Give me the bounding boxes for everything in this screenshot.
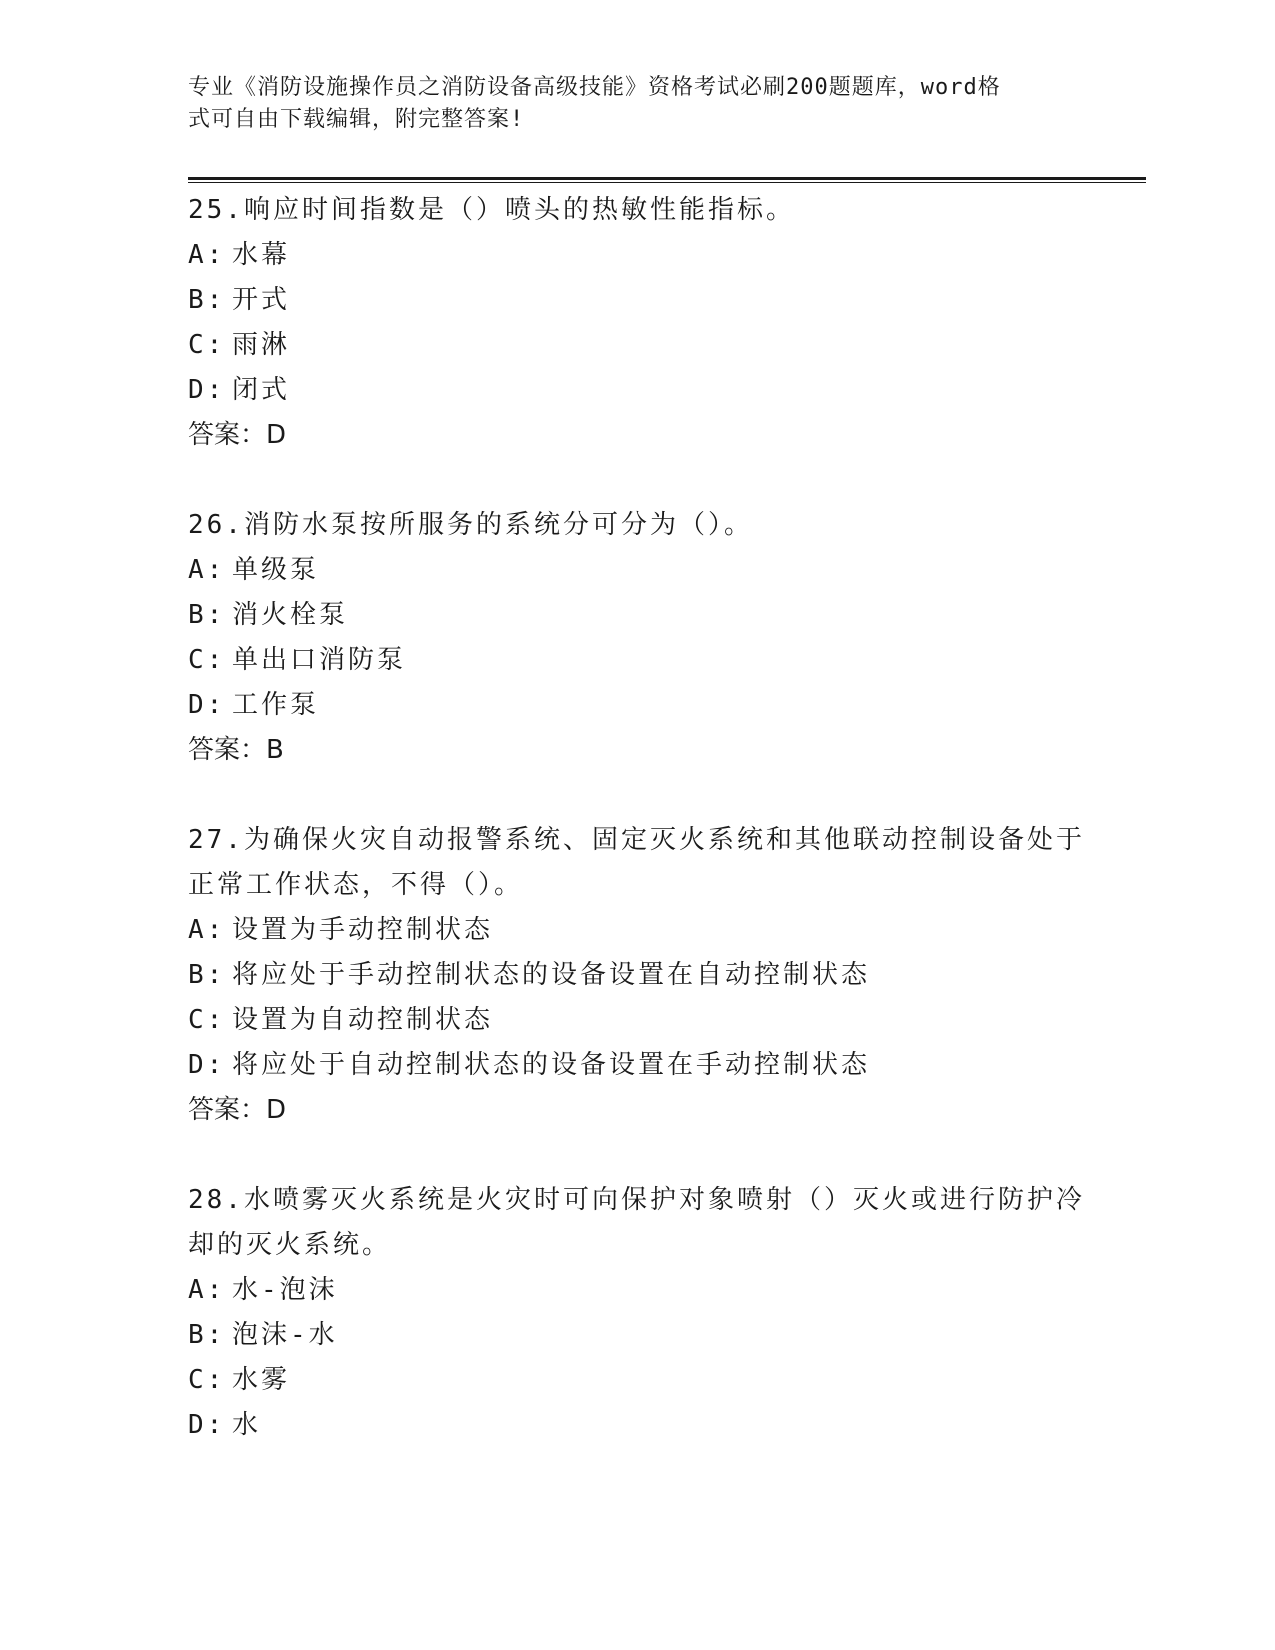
question-25 [188, 188, 1088, 458]
option-a [188, 908, 1088, 953]
option-d [188, 1043, 1088, 1088]
option-letter: A: [188, 555, 226, 585]
option-c [188, 1358, 1088, 1403]
question-stem: 28.水喷雾灭火系统是火灾时可向保护对象喷射（）灭火或进行防护冷却的灭火系统。 [188, 1185, 1085, 1260]
option-b [188, 1313, 1088, 1358]
answer-line: 答案：D [188, 420, 287, 450]
header-line-1: 专业《消防设施操作员之消防设备高级技能》资格考试必刷200题题库，word格 [188, 75, 1001, 100]
option-letter: D: [188, 1050, 226, 1080]
option-d [188, 1403, 1088, 1448]
question-27 [188, 818, 1088, 1133]
question-28 [188, 1178, 1088, 1448]
option-letter: C: [188, 1005, 226, 1035]
option-b [188, 953, 1088, 998]
option-a [188, 1268, 1088, 1313]
header-rule-thin [188, 182, 1146, 183]
option-text: 雨淋 [232, 330, 291, 360]
question-26 [188, 503, 1088, 773]
header-rule-thick [188, 177, 1146, 180]
option-letter: B: [188, 960, 226, 990]
question-list [188, 188, 1088, 1493]
option-letter: A: [188, 240, 226, 270]
option-letter: B: [188, 1320, 226, 1350]
option-b [188, 278, 1088, 323]
option-text: 水-泡沫 [232, 1275, 338, 1305]
option-c [188, 998, 1088, 1043]
option-letter: C: [188, 1365, 226, 1395]
answer-line: 答案：D [188, 1095, 287, 1125]
option-d [188, 368, 1088, 413]
answer-line: 答案：B [188, 735, 284, 765]
header-line-2: 式可自由下载编辑，附完整答案! [188, 107, 525, 132]
document-header [188, 72, 1068, 136]
question-stem: 25.响应时间指数是（）喷头的热敏性能指标。 [188, 195, 795, 225]
option-text: 闭式 [232, 375, 291, 405]
option-d [188, 683, 1088, 728]
option-text: 单出口消防泵 [232, 645, 407, 675]
option-a [188, 548, 1088, 593]
option-text: 开式 [232, 285, 291, 315]
option-text: 水 [232, 1410, 262, 1440]
option-letter: D: [188, 1410, 226, 1440]
option-letter: D: [188, 690, 226, 720]
option-text: 工作泵 [232, 690, 320, 720]
option-letter: C: [188, 330, 226, 360]
question-stem: 26.消防水泵按所服务的系统分可分为（）。 [188, 510, 753, 540]
option-text: 单级泵 [232, 555, 320, 585]
option-c [188, 638, 1088, 683]
option-letter: D: [188, 375, 226, 405]
option-letter: B: [188, 600, 226, 630]
option-text: 将应处于自动控制状态的设备设置在手动控制状态 [232, 1050, 871, 1080]
option-letter: C: [188, 645, 226, 675]
option-text: 将应处于手动控制状态的设备设置在自动控制状态 [232, 960, 871, 990]
option-b [188, 593, 1088, 638]
option-text: 泡沫-水 [232, 1320, 338, 1350]
option-text: 水雾 [232, 1365, 291, 1395]
option-text: 水幕 [232, 240, 291, 270]
option-text: 设置为手动控制状态 [232, 915, 494, 945]
option-text: 设置为自动控制状态 [232, 1005, 494, 1035]
question-stem: 27.为确保火灾自动报警系统、固定灭火系统和其他联动控制设备处于正常工作状态，不得（）。 [188, 825, 1085, 900]
option-letter: A: [188, 1275, 226, 1305]
option-text: 消火栓泵 [232, 600, 349, 630]
option-letter: A: [188, 915, 226, 945]
option-c [188, 323, 1088, 368]
option-a [188, 233, 1088, 278]
option-letter: B: [188, 285, 226, 315]
